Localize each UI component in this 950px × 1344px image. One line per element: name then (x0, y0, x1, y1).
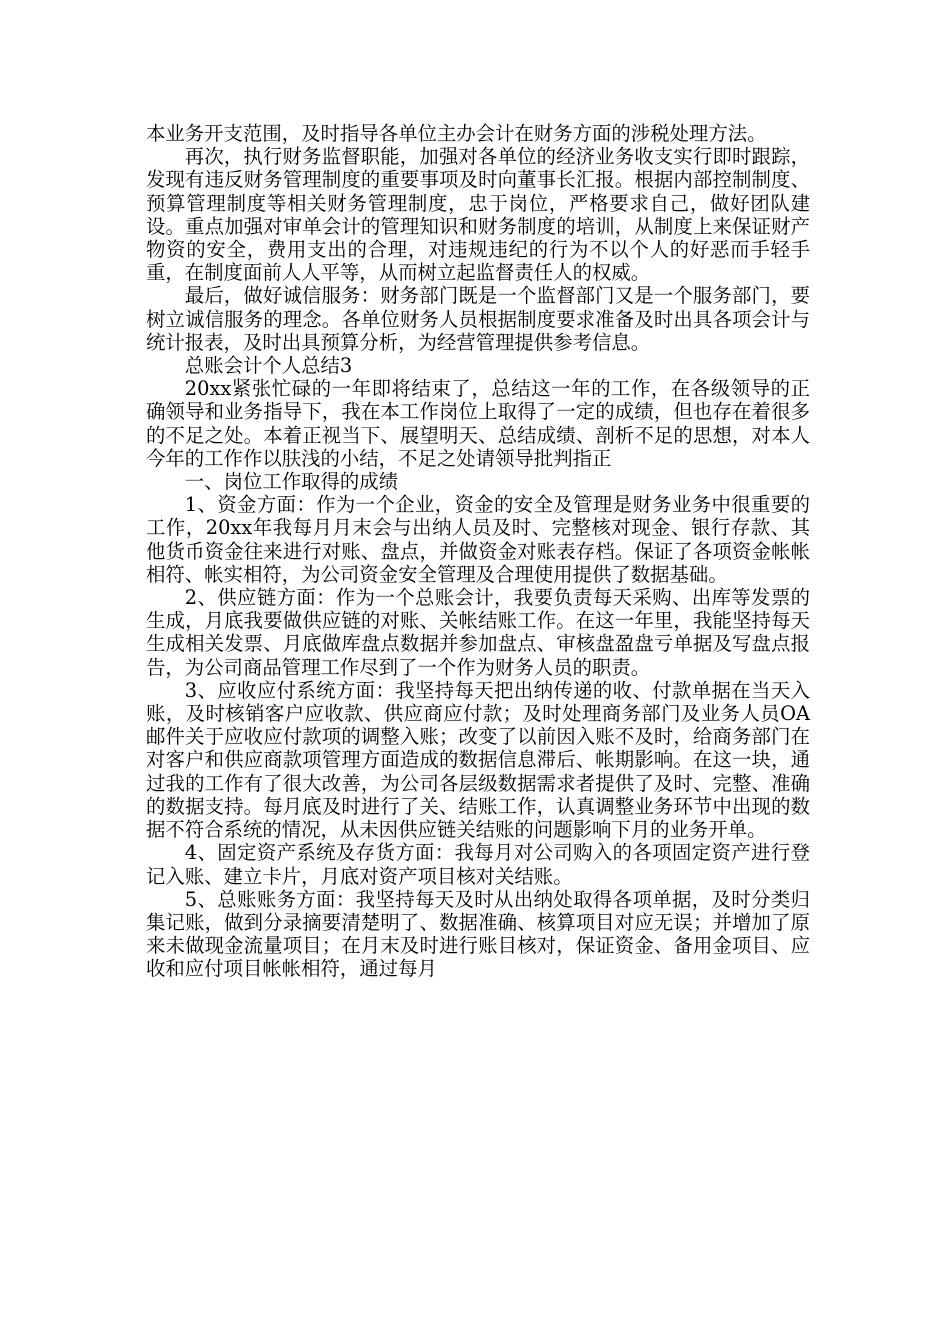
paragraph-1: 本业务开支范围，及时指导各单位主办会计在财务方面的涉税处理方法。 (146, 122, 767, 145)
paragraph-supply-chain: 2、供应链方面：作为一个总账会计，我要负责每天采购、出库等发票的生成，月底我要做供应链的对账、关帐结账工作。在这一年里，我能坚持每天生成相关发票、月底做库盘点数据并参加盘点、审核盘盈盘亏单据及写盘点报告，为公司商品管理工作尽到了一个作为财务人员的职责。 (146, 586, 810, 679)
section-heading-achievements: 一、岗位工作取得的成绩 (184, 470, 399, 494)
paragraph-funds: 1、资金方面：作为一个企业，资金的安全及管理是财务业务中很重要的工作，20xx年我每月月末会与出纳人员及时、完整核对现金、银行存款、其他货币资金往来进行对账、盘点，并做资金对账表存档。保证了各项资金帐帐相符、帐实相符，为公司资金安全管理及合理使用提供了数据基础。 (146, 493, 810, 586)
section-heading-summary-3: 总账会计个人总结3 (184, 354, 353, 378)
paragraph-5: 20xx紧张忙碌的一年即将结束了，总结这一年的工作，在各级领导的正确领导和业务指导下，我在本工作岗位上取得了一定的成绩，但也存在着很多的不足之处。本着正视当下、展望明天、总结成绩、剖析不足的思想，对本人今年的工作作以肤浅的小结，不足之处请领导批判指正 (146, 377, 810, 470)
paragraph-2: 再次，执行财务监督职能，加强对各单位的经济业务收支实行即时跟踪，发现有违反财务管理制度的重要事项及时向董事长汇报。根据内部控制制度、预算管理制度等相关财务管理制度，忠于岗位，严格要求自己，做好团队建设。重点加强对审单会计的管理知识和财务制度的培训，从制度上来保证财产物资的安全，费用支出的合理，对违规违纪的行为不以个人的好恶而手轻手重，在制度面前人人平等，从而树立起监督责任人的权威。 (146, 145, 810, 285)
paragraph-general-ledger: 5、总账账务方面：我坚持每天及时从出纳处取得各项单据，及时分类归集记账，做到分录摘要清楚明了、数据准确、核算项目对应无误；并增加了原来未做现金流量项目；在月末及时进行账目核对，保证资金、备用金项目、应收和应付项目帐帐相符，通过每月 (146, 887, 810, 981)
paragraph-3: 最后，做好诚信服务：财务部门既是一个监督部门又是一个服务部门，要树立诚信服务的理念。各单位财务人员根据制度要求准备及时出具各项会计与统计报表，及时出具预算分析，为经营管理提供参考信息。 (146, 284, 810, 354)
paragraph-fixed-assets: 4、固定资产系统及存货方面：我每月对公司购入的各项固定资产进行登记入账、建立卡片，月底对资产项目核对关结账。 (146, 841, 810, 888)
paragraph-receivables-payables: 3、应收应付系统方面：我坚持每天把出纳传递的收、付款单据在当天入账，及时核销客户应收款、供应商应付款；及时处理商务部门及业务人员OA邮件关于应收应付款项的调整入账；改变了以前因入账不及时，给商务部门在对客户和供应商款项管理方面造成的数据信息滞后、帐期影响。在这一块，通过我的工作有了很大改善，为公司各层级数据需求者提供了及时、完整、准确的数据支持。每月底及时进行了关、结账工作，认真调整业务环节中出现的数据不符合系统的情况，从未因供应链关结账的问题影响下月的业务开单。 (146, 678, 810, 842)
document-page (146, 122, 810, 981)
